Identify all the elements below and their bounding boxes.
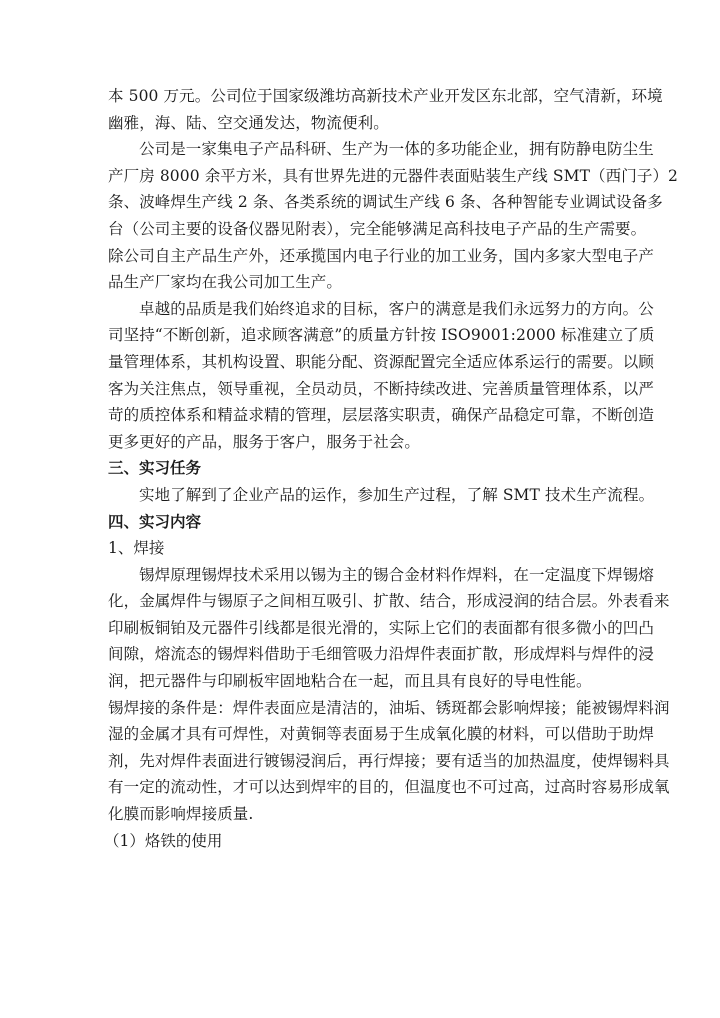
text-line: 更多更好的产品，服务于客户，服务于社会。: [108, 432, 421, 451]
text-line: 品生产厂家均在我公司加工生产。: [108, 273, 343, 292]
subheading-welding: 1、焊接: [108, 539, 165, 558]
subheading-soldering-iron: （1）烙铁的使用: [104, 831, 223, 850]
paragraph-soldering-conditions: [108, 695, 670, 828]
text-line: 印刷板铜铂及元器件引线都是很光滑的，实际上它们的表面都有很多微小的凹凸: [108, 618, 655, 637]
paragraph-company-profile: [108, 136, 679, 296]
text-line: 化膜而影响焊接质量.: [108, 805, 254, 824]
text-line: 有一定的流动性，才可以达到焊牢的目的，但温度也不可过高，过高时容易形成氧: [108, 778, 670, 797]
text-line: 间隙，熔流态的锡焊料借助于毛细管吸力沿焊件表面扩散，形成焊料与焊件的浸: [108, 645, 655, 664]
text-line: 产厂房 8000 余平方米，具有世界先进的元器件表面贴装生产线 SMT（西门子）2: [108, 166, 679, 185]
text-line: 化，金属焊件与锡原子之间相互吸引、扩散、结合，形成浸润的结合层。外表看来: [108, 592, 670, 611]
section-heading-tasks: 三、实习任务: [108, 459, 202, 478]
text-line: 实地了解到了企业产品的运作，参加生产过程，了解 SMT 技术生产流程。: [139, 485, 655, 504]
text-line: 剂，先对焊件表面进行镀锡浸润后，再行焊接；要有适当的加热温度，使焊锡料具: [108, 751, 670, 770]
paragraph-quality: [108, 296, 655, 456]
text-line: 卓越的品质是我们始终追求的目标，客户的满意是我们永远努力的方向。公: [139, 299, 654, 318]
text-line: 本 500 万元。公司位于国家级潍坊高新技术产业开发区东北部，空气清新，环境: [108, 87, 663, 105]
document-page: [104, 83, 679, 854]
text-line: 客为关注焦点，领导重视，全员动员，不断持续改进、完善质量管理体系，以严: [108, 379, 655, 398]
text-line: 苛的质控体系和精益求精的管理，层层落实职责，确保产品稳定可靠，不断创造: [108, 406, 655, 425]
text-line: 除公司自主产品生产外，还承揽国内电子行业的加工业务，国内多家大型电子产: [108, 246, 655, 265]
text-line: 润，把元器件与印刷板牢固地粘合在一起，而且具有良好的导电性能。: [108, 672, 592, 691]
text-line: 幽雅，海、陆、空交通发达，物流便利。: [108, 113, 389, 132]
paragraph-tasks: [108, 482, 655, 509]
text-line: 公司是一家集电子产品科研、生产为一体的多功能企业，拥有防静电防尘生: [139, 140, 654, 159]
text-line: 条、波峰焊生产线 2 条、各类系统的调试生产线 6 条、各种智能专业调试设备多: [108, 193, 663, 212]
paragraph-soldering-principle: [108, 562, 670, 695]
paragraph-company-location: [108, 83, 663, 136]
text-line: 量管理体系，其机构设置、职能分配、资源配置完全适应体系运行的需要。以顾: [108, 352, 655, 371]
text-line: 锡焊原理锡焊技术采用以锡为主的锡合金材料作焊料，在一定温度下焊锡熔: [139, 565, 654, 584]
text-line: 司坚持“不断创新，追求顾客满意”的质量方针按 ISO9001:2000 标准建立了质: [108, 326, 655, 345]
text-line: 锡焊接的条件是：焊件表面应是清洁的，油垢、锈斑都会影响焊接；能被锡焊料润: [108, 698, 670, 717]
section-heading-content: 四、实习内容: [108, 512, 202, 531]
text-line: 湿的金属才具有可焊性，对黄铜等表面易于生成氧化膜的材料，可以借助于助焊: [108, 725, 655, 744]
text-line: 台（公司主要的设备仪器见附表），完全能够满足高科技电子产品的生产需要。: [108, 219, 647, 238]
